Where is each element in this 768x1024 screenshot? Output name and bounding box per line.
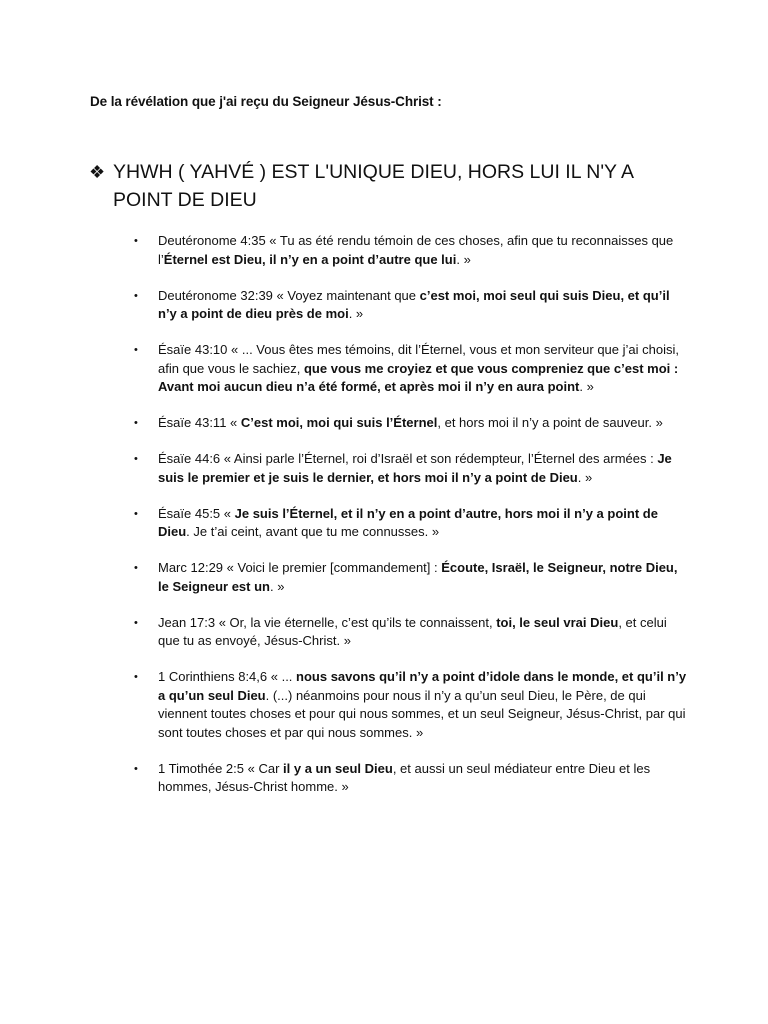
verse-text: . » <box>348 306 364 321</box>
verse-emphasis: Éternel est Dieu, il n’y en a point d’autre que lui <box>163 251 457 267</box>
verse-emphasis: Écoute, Israël, le Seigneur, notre Dieu, le Seigneur est un <box>158 560 678 594</box>
section-heading <box>89 158 689 214</box>
verse-text: Ésaïe 43:10 « ... Vous êtes mes témoins, dit l’Éternel, vous et mon serviteur que j’ai choisi, afin que vous le sachiez, <box>158 342 679 376</box>
bullet-icon: • <box>134 289 138 302</box>
verse-item <box>0 505 688 542</box>
bullet-icon: • <box>134 507 138 520</box>
verse-emphasis: Je suis le premier et je suis le dernier, et hors moi il n’y a point de Dieu <box>158 451 672 485</box>
verse-text: . (...) néanmoins pour nous il n’y a qu’un seul Dieu, le Père, de qui viennent toutes choses et pour qui nous sommes, et un seul Seigneur, Jésus-Christ, par qui sont toutes choses et par qui nous sommes. » <box>158 687 686 740</box>
verse-text: Ésaïe 43:11 « <box>158 415 241 430</box>
verse-text: . » <box>456 251 471 267</box>
verse-item <box>0 287 688 324</box>
diamond-bullet-icon: ❖ <box>89 162 106 182</box>
bullet-icon: • <box>134 616 138 629</box>
bullet-icon: • <box>134 762 138 775</box>
verse-text: Deutéronome 32:39 « Voyez maintenant que <box>158 287 420 303</box>
verse-text: . Je t’ai ceint, avant que tu me connusses. » <box>186 524 440 539</box>
bullet-icon: • <box>134 671 138 683</box>
intro-line: De la révélation que j'ai reçu du Seigneur Jésus-Christ : <box>90 94 442 109</box>
bullet-icon: • <box>134 453 138 465</box>
verse-item <box>0 232 688 269</box>
verse-text: Ésaïe 45:5 « <box>158 505 235 521</box>
verse-item <box>0 614 688 651</box>
verse-text: , et hors moi il n’y a point de sauveur. » <box>437 415 663 430</box>
verse-text: Marc 12:29 « Voici le premier [commandement] : <box>158 560 442 575</box>
verse-emphasis: toi, le seul vrai Dieu <box>496 614 619 630</box>
bullet-icon: • <box>134 562 138 574</box>
verse-emphasis: Je suis l’Éternel, et il n’y en a point d’autre, hors moi il n’y a point de Dieu <box>158 505 658 539</box>
verse-text: . » <box>269 578 285 594</box>
verse-item <box>0 559 688 596</box>
bullet-icon: • <box>134 417 138 429</box>
bullet-icon: • <box>134 235 138 247</box>
verse-text: . » <box>577 469 593 485</box>
verse-emphasis: que vous me croyiez et que vous compreniez que c’est moi : Avant moi aucun dieu n’a été formé, et après moi il n’y en aura point <box>158 360 679 394</box>
verse-text: , et celui que tu as envoyé, Jésus-Christ. » <box>158 614 667 648</box>
verse-emphasis: C’est moi, moi qui suis l’Éternel <box>240 415 438 430</box>
bullet-icon: • <box>134 344 138 356</box>
verse-text: Deutéronome 4:35 « Tu as été rendu témoin de ces choses, afin que tu reconnaisses que l’ <box>158 233 674 267</box>
verse-item <box>0 668 688 742</box>
verse-text: Jean 17:3 « Or, la vie éternelle, c’est qu’ils te connaissent, <box>158 614 497 630</box>
verse-text: . » <box>579 379 594 394</box>
verse-text: Ésaïe 44:6 « Ainsi parle l’Éternel, roi d’Israël et son rédempteur, l’Éternel des armées : <box>158 451 658 466</box>
verse-item <box>0 414 688 433</box>
verse-list <box>0 232 688 814</box>
heading-text: YHWH ( YAHVÉ ) EST L'UNIQUE DIEU, HORS LUI IL N'Y A POINT DE DIEU <box>113 161 633 211</box>
verse-emphasis: il y a un seul Dieu <box>283 760 393 776</box>
verse-emphasis: c’est moi, moi seul qui suis Dieu, et qu’il n’y a point de dieu près de moi <box>158 287 670 321</box>
verse-text: 1 Corinthiens 8:4,6 « ... <box>158 669 297 684</box>
verse-text: , et aussi un seul médiateur entre Dieu et les hommes, Jésus-Christ homme. » <box>158 760 651 794</box>
verse-item <box>0 341 688 397</box>
verse-item <box>0 450 688 487</box>
verse-emphasis: nous savons qu’il n’y a point d’idole dans le monde, et qu’il n’y a qu’un seul Dieu <box>158 669 687 703</box>
verse-text: 1 Timothée 2:5 « Car <box>158 760 284 776</box>
verse-item <box>0 760 688 797</box>
